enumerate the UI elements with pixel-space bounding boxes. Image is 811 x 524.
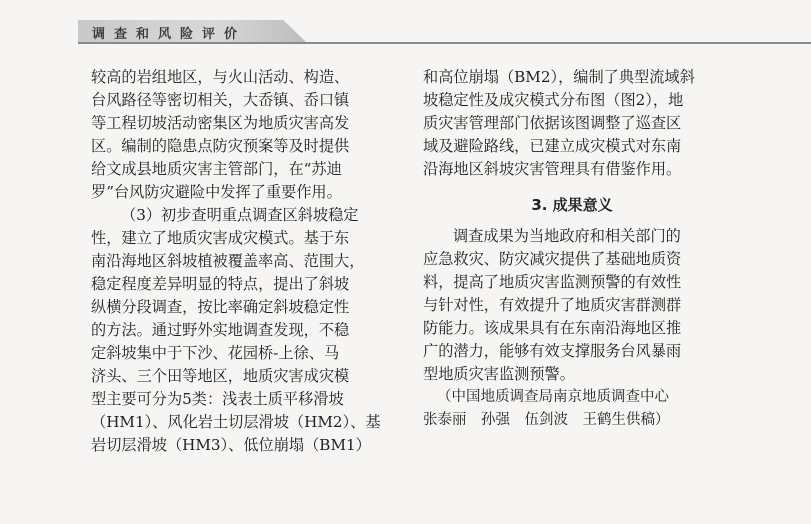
text-line: 等工程切坡活动密集区为地质灾害高发	[91, 114, 350, 132]
text-line: 区。编制的隐患点防灾预案等及时提供	[91, 137, 350, 155]
text-line: 济头、三个田等地区，地质灾害成灾模	[91, 367, 350, 385]
text-line: 纵横分段调查，按比率确定斜坡稳定性	[91, 298, 350, 316]
text-line: 调查成果为当地政府和相关部门的	[453, 227, 681, 245]
text-line: 型地质灾害监测预警。	[423, 365, 575, 383]
text-line: 稳定程度差异明显的特点，提出了斜坡	[91, 275, 350, 293]
text-line: 域及避险路线，已建立成灾模式对东南	[423, 137, 682, 155]
text-line: 质灾害管理部门依据该图调整了巡查区	[423, 114, 682, 132]
text-line: 料，提高了地质灾害监测预警的有效性	[423, 273, 682, 291]
text-line: 性，建立了地质灾害成灾模式。基于东	[91, 229, 350, 247]
left-column	[91, 66, 396, 457]
text-line: 坡稳定性及成灾模式分布图（图2），地	[423, 91, 684, 109]
text-line: 的方法。通过野外实地调查发现，不稳	[91, 321, 350, 339]
text-line: 防能力。该成果具有在东南沿海地区推	[423, 319, 682, 337]
text-line: 与针对性，有效提升了地质灾害群测群	[423, 296, 682, 314]
text-line: 沿海地区斜坡灾害管理具有借鉴作用。	[423, 160, 682, 178]
page-header	[0, 20, 811, 44]
text-line: 岩切层滑坡（HM3）、低位崩塌（BM1）	[91, 436, 371, 454]
text-line: （HM1）、风化岩土切层滑坡（HM2）、基	[91, 413, 381, 431]
text-line: 型主要可分为5类：浅表土质平移滑坡	[91, 390, 344, 408]
text-line: 广的潜力，能够有效支撑服务台风暴雨	[423, 342, 682, 360]
header-title: 调查和风险评价	[92, 27, 247, 42]
right-column	[423, 66, 721, 432]
text-line: 给文成县地质灾害主管部门，在“苏迪	[91, 160, 342, 178]
credit-line: 张泰丽 孙强 伍剑波 王鹤生供稿）	[423, 412, 670, 428]
text-line: 较高的岩组地区，与火山活动、构造、	[91, 68, 350, 86]
text-line: （3）初步查明重点调查区斜坡稳定	[121, 206, 359, 224]
text-line: 定斜坡集中于下沙、花园桥-上徐、马	[91, 344, 340, 362]
text-line: 应急救灾、防灾减灾提供了基础地质资	[423, 250, 682, 268]
text-line: 南沿海地区斜坡植被覆盖率高、范围大，	[91, 252, 365, 270]
header-rule	[78, 42, 811, 44]
credit-line: （中国地质调查局南京地质调查中心	[437, 389, 669, 405]
text-line: 和高位崩塌（BM2），编制了典型流域斜	[423, 68, 695, 86]
text-line: 台风路径等密切相关，大岙镇、岙口镇	[91, 91, 350, 109]
section-title: 3. 成果意义	[531, 196, 613, 214]
text-line: 罗”台风防灾避险中发挥了重要作用。	[91, 183, 342, 201]
